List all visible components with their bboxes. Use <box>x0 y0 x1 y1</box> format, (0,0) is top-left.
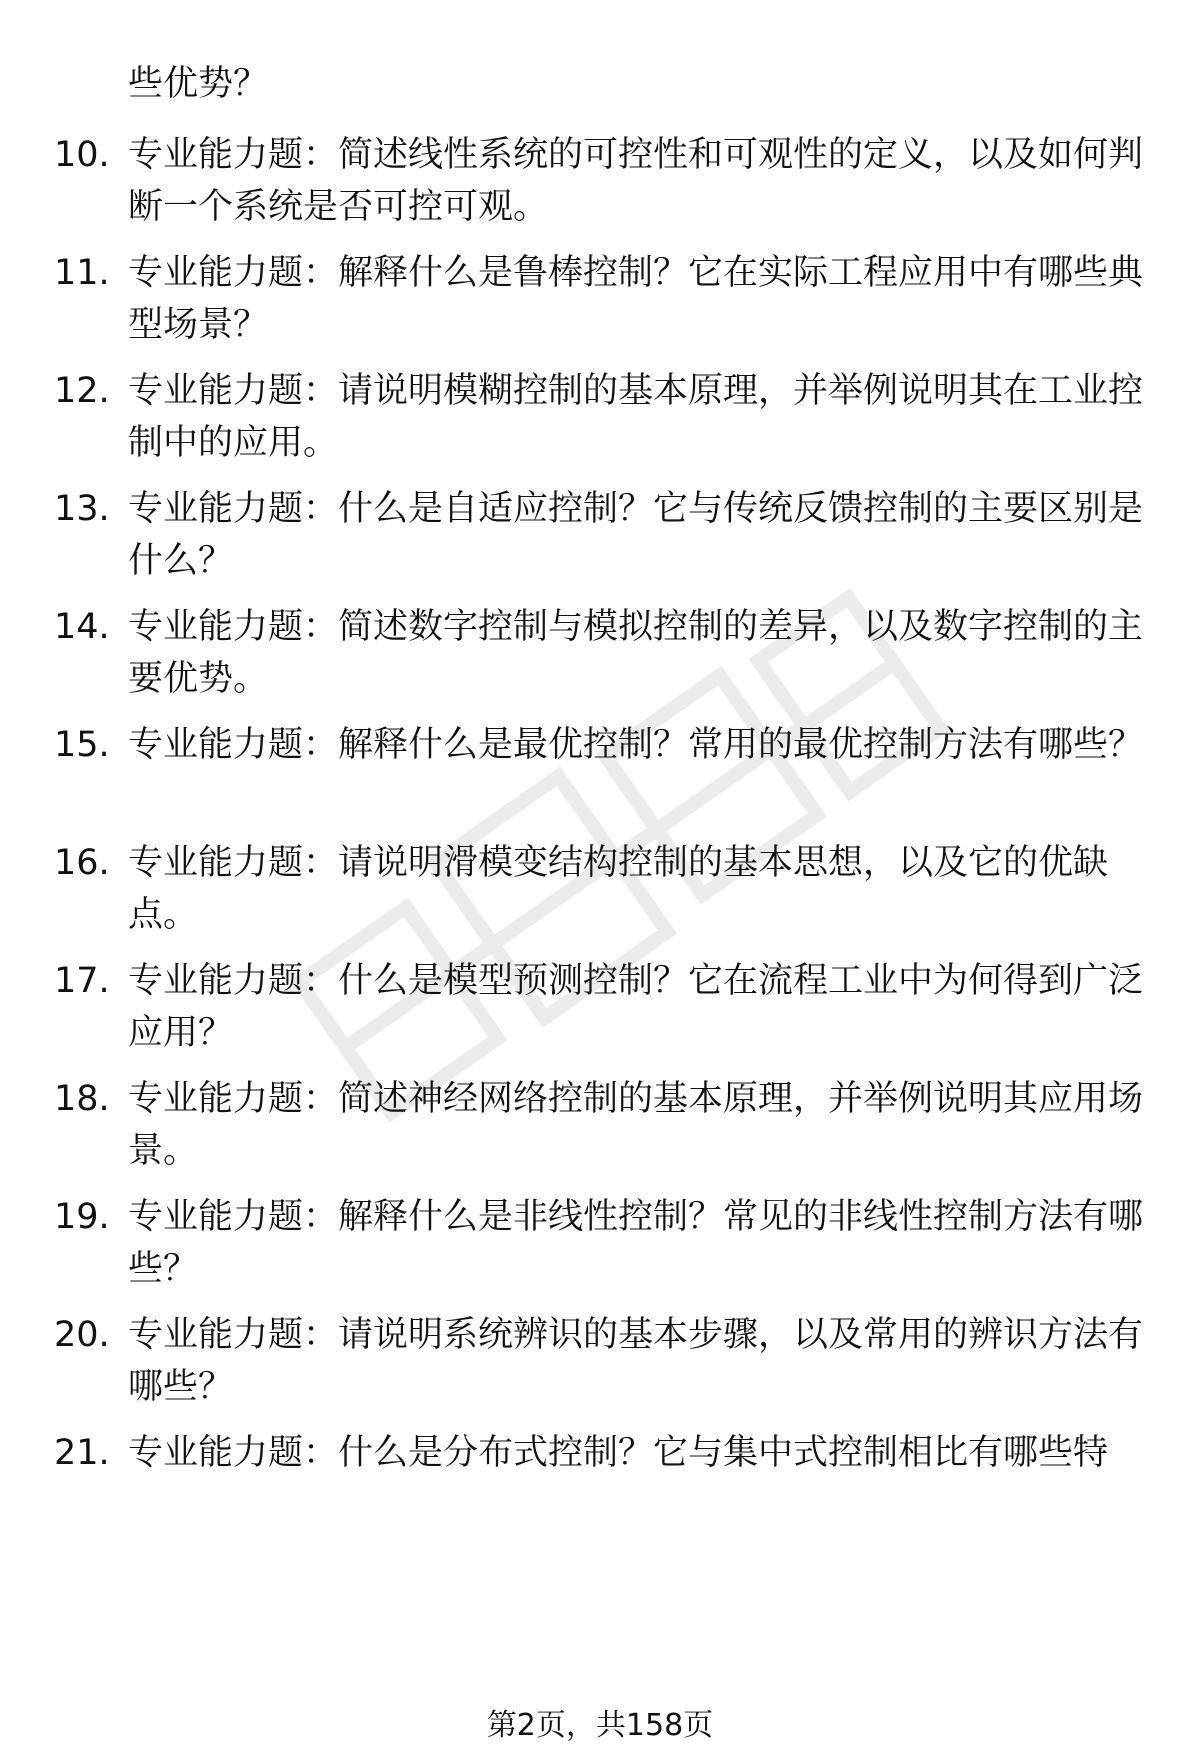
item-text: 专业能力题：简述数字控制与模拟控制的差异，以及数字控制的主要优势。 <box>128 607 1144 699</box>
item-number: 10. <box>54 135 110 175</box>
item-number: 17. <box>54 961 110 1001</box>
item-text: 专业能力题：简述神经网络控制的基本原理，并举例说明其应用场景。 <box>128 1079 1144 1171</box>
item-text: 专业能力题：请说明系统辨识的基本步骤，以及常用的辨识方法有哪些？ <box>128 1315 1144 1407</box>
item-number: 13. <box>54 489 110 529</box>
item-number: 18. <box>54 1079 110 1119</box>
item-text: 专业能力题：解释什么是鲁棒控制？它在实际工程应用中有哪些典型场景？ <box>128 253 1144 345</box>
list-item <box>0 837 1200 947</box>
item-number: 16. <box>54 843 110 883</box>
item-text: 专业能力题：请说明滑模变结构控制的基本思想，以及它的优缺点。 <box>128 843 1109 935</box>
item-text: 专业能力题：什么是分布式控制？它与集中式控制相比有哪些特 <box>128 1433 1109 1473</box>
list-item <box>0 1073 1200 1183</box>
list-item <box>0 129 1200 239</box>
item-number: 21. <box>54 1433 110 1473</box>
list-item <box>0 719 1200 829</box>
item-number: 19. <box>54 1197 110 1237</box>
item-number: 15. <box>54 725 110 765</box>
list-item <box>0 955 1200 1065</box>
list-item <box>0 1309 1200 1419</box>
list-item <box>0 601 1200 711</box>
list-item <box>0 483 1200 593</box>
list-item <box>0 1191 1200 1301</box>
item-text: 专业能力题：什么是模型预测控制？它在流程工业中为何得到广泛应用？ <box>128 961 1144 1053</box>
list-item <box>0 1427 1200 1487</box>
item-text: 专业能力题：解释什么是非线性控制？常见的非线性控制方法有哪些？ <box>128 1197 1144 1289</box>
item-number: 12. <box>54 371 110 411</box>
list-item <box>0 247 1200 357</box>
item-number: 20. <box>54 1315 110 1355</box>
item-text: 专业能力题：请说明模糊控制的基本原理，并举例说明其在工业控制中的应用。 <box>128 371 1144 463</box>
list-item <box>0 365 1200 475</box>
item-text: 专业能力题：什么是自适应控制？它与传统反馈控制的主要区别是什么？ <box>128 489 1144 581</box>
item-number: 11. <box>54 253 110 293</box>
continuation-text: 些优势？ <box>128 64 269 104</box>
page-footer: 第2页，共158页 <box>486 1708 714 1743</box>
item-text: 专业能力题：解释什么是最优控制？常用的最优控制方法有哪些？ <box>128 725 1144 765</box>
item-text: 专业能力题：简述线性系统的可控性和可观性的定义，以及如何判断一个系统是否可控可观。 <box>128 135 1144 227</box>
item-number: 14. <box>54 607 110 647</box>
